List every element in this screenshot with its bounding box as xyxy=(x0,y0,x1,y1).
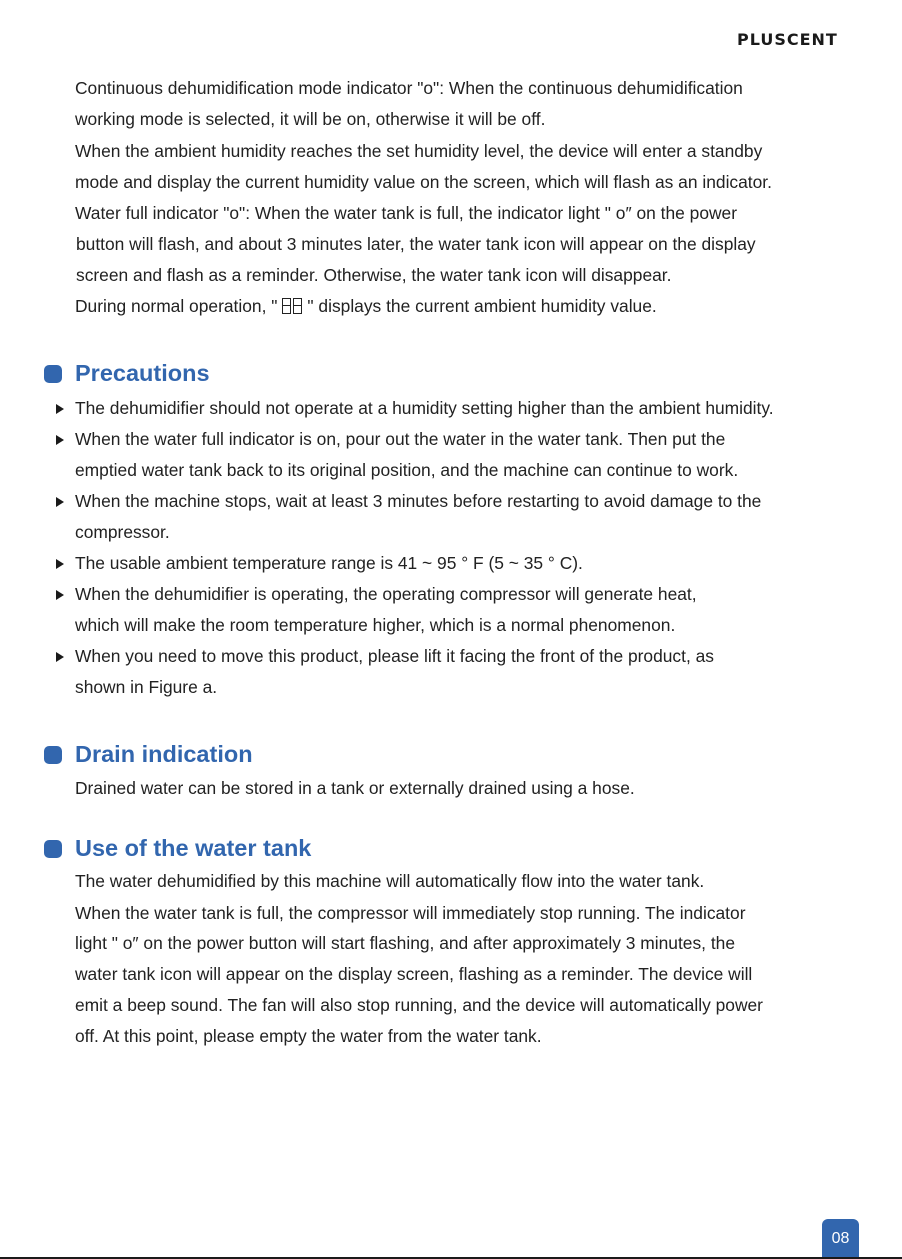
triangle-bullet-icon xyxy=(56,497,64,507)
section-bullet-icon xyxy=(44,746,62,764)
section-title: Drain indication xyxy=(75,741,253,767)
intro-text-before: During normal operation, " xyxy=(75,296,278,316)
intro-line: Water full indicator "o": When the water tank is full, the indicator light " o″ on the power xyxy=(75,203,738,223)
precaution-line: emptied water tank back to its original position, and the machine can continue to work. xyxy=(75,460,739,480)
water-tank-line: water tank icon will appear on the display screen, flashing as a reminder. The device will xyxy=(75,964,753,984)
page-number: 08 xyxy=(822,1219,859,1259)
triangle-bullet-icon xyxy=(56,435,64,445)
section-bullet-icon xyxy=(44,365,62,383)
precaution-line: The usable ambient temperature range is 41 ~ 95 ° F (5 ~ 35 ° C). xyxy=(75,553,583,573)
intro-line: button will flash, and about 3 minutes later, the water tank icon will appear on the display xyxy=(76,234,756,254)
triangle-bullet-icon xyxy=(56,559,64,569)
precaution-line: When the dehumidifier is operating, the operating compressor will generate heat, xyxy=(75,584,697,604)
water-tank-line: When the water tank is full, the compressor will immediately stop running. The indicator xyxy=(75,903,746,923)
triangle-bullet-icon xyxy=(56,404,64,414)
intro-line: Continuous dehumidification mode indicator "o": When the continuous dehumidification xyxy=(75,78,743,98)
drain-line: Drained water can be stored in a tank or externally drained using a hose. xyxy=(75,778,635,798)
water-tank-line: light " o″ on the power button will start flashing, and after approximately 3 minutes, the xyxy=(75,933,736,953)
triangle-bullet-icon xyxy=(56,590,64,600)
precaution-line: which will make the room temperature higher, which is a normal phenomenon. xyxy=(75,615,676,635)
precaution-line: When the water full indicator is on, pour out the water in the water tank. Then put the xyxy=(75,429,726,449)
section-heading-drain xyxy=(44,741,253,768)
section-heading-precautions xyxy=(44,360,210,387)
section-bullet-icon xyxy=(44,840,62,858)
water-tank-line: off. At this point, please empty the water from the water tank. xyxy=(75,1026,542,1046)
precaution-line: compressor. xyxy=(75,522,170,542)
intro-text-after: " displays the current ambient humidity value. xyxy=(307,296,657,316)
precaution-line: When the machine stops, wait at least 3 minutes before restarting to avoid damage to the xyxy=(75,491,762,511)
intro-line: screen and flash as a reminder. Otherwise, the water tank icon will disappear. xyxy=(76,265,672,285)
intro-line xyxy=(75,296,657,316)
intro-line: mode and display the current humidity value on the screen, which will flash as an indicator. xyxy=(75,172,772,192)
brand-logo: PLUSCENT xyxy=(737,30,838,49)
intro-line: working mode is selected, it will be on, otherwise it will be off. xyxy=(75,109,546,129)
segment-display-icon xyxy=(281,296,303,316)
water-tank-line: emit a beep sound. The fan will also stop running, and the device will automatically power xyxy=(75,995,763,1015)
section-heading-water-tank xyxy=(44,835,311,862)
precaution-line: shown in Figure a. xyxy=(75,677,218,697)
section-title: Precautions xyxy=(75,360,210,386)
precaution-line: The dehumidifier should not operate at a humidity setting higher than the ambient humidity. xyxy=(75,398,774,418)
section-title: Use of the water tank xyxy=(75,835,312,861)
triangle-bullet-icon xyxy=(56,652,64,662)
water-tank-line: The water dehumidified by this machine will automatically flow into the water tank. xyxy=(75,871,705,891)
intro-line: When the ambient humidity reaches the set humidity level, the device will enter a standby xyxy=(75,141,763,161)
precaution-line: When you need to move this product, please lift it facing the front of the product, as xyxy=(75,646,714,666)
